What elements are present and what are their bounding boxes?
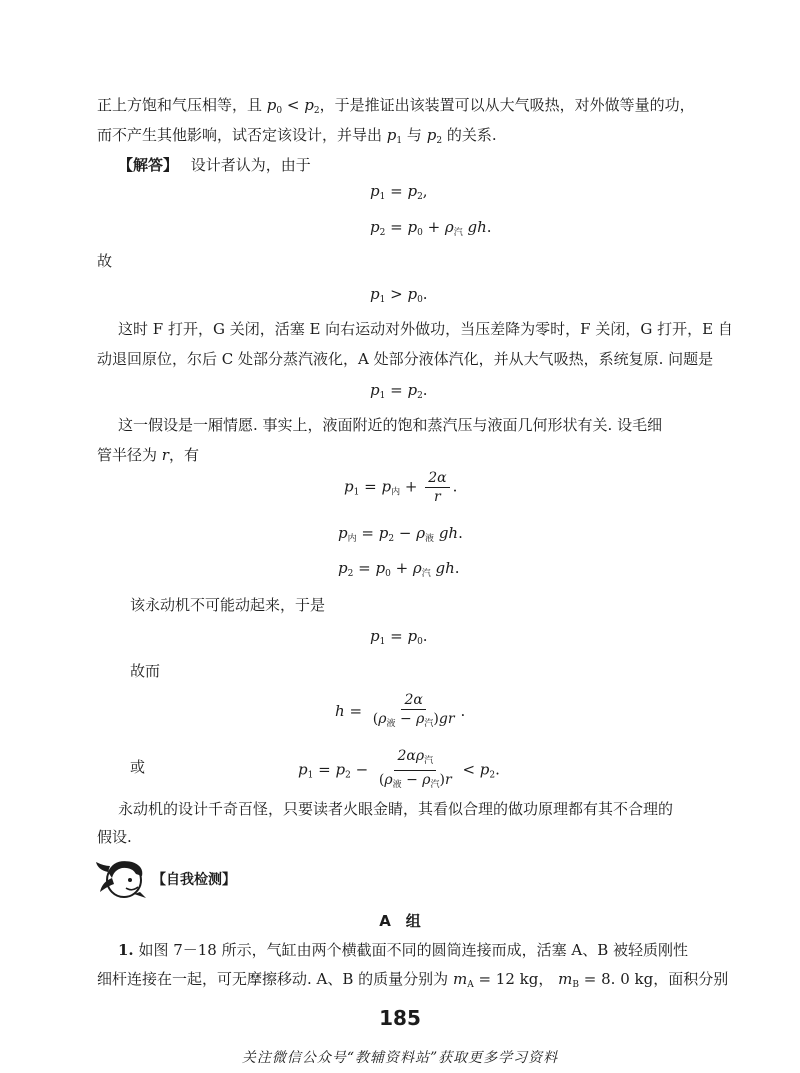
group-heading [0, 910, 800, 931]
text-span: 设计者认为，由于 [190, 156, 311, 174]
sym: 2α [404, 692, 423, 708]
sym-sub: 1 [307, 770, 314, 781]
sym: ρ [412, 559, 422, 577]
sym-sub: 内 [347, 534, 357, 544]
sym-sub: 2 [345, 770, 351, 781]
answer-line [118, 150, 311, 180]
text-span: 与 [406, 126, 422, 144]
equation-5: $p_1 = p_内$ + $\frac{2\alpha}{r}$ . [344, 470, 458, 505]
intro-line-1: 正上方饱和气压相等，且 $p_0 < p_2$，于是推证出该装置可以从大气吸热，对外做等量的功， [97, 96, 695, 116]
sym: r [161, 446, 169, 464]
sym-sub: 2 [347, 569, 354, 579]
sym-sub: 1 [396, 136, 403, 146]
sym: ρ [384, 772, 393, 788]
sym: p [386, 126, 397, 144]
self-check-header [92, 852, 282, 902]
sym: p [370, 285, 380, 303]
sym-sub: 1 [353, 487, 360, 498]
frac-num [425, 470, 449, 488]
text-span: 动退回原位，尔后 C 处部分蒸汽液化，A 处部分液体汽化，并从大气吸热，系统复原. 问题是 [97, 350, 714, 368]
sym: p [407, 627, 418, 645]
sym: p [304, 96, 314, 114]
sym-sub: 汽 [430, 780, 440, 790]
sym: p [407, 381, 418, 399]
frac-num [394, 748, 436, 771]
sym-sub: 0 [276, 106, 283, 116]
sym: p [344, 477, 354, 496]
sym-sub: 0 [417, 295, 423, 305]
text-span: 而不产生其他影响，试否定该设计，并导出 [97, 126, 383, 144]
frac-den: $(\rho_液 - \rho_汽)r$ [378, 772, 452, 790]
sym-sub: 2 [388, 534, 395, 544]
sym-sub: 2 [489, 770, 496, 781]
sym-sub: 液 [425, 534, 435, 544]
sym: h [335, 702, 345, 720]
sym: p [370, 218, 380, 236]
sym-sub: 汽 [421, 569, 431, 579]
sym: p [370, 182, 380, 200]
text-span: 永动机的设计千奇百怪，只要读者火眼金睛，其看似合理的做功原理都有其不合理的 [118, 800, 674, 818]
equation-10: $p_1 = p_2$ − $\frac{2\alpha\rho_汽}{(\rho_液 - \rho_汽)r}$ < $p_2$. [298, 748, 500, 793]
sym-sub: 液 [386, 719, 396, 729]
text-span: 故而 [130, 662, 161, 680]
sym-sub: 1 [379, 391, 386, 401]
equation-6: $p_内 = p_2 - \rho_液$ gh. [338, 524, 463, 544]
answer-label: 【解答】 [118, 156, 179, 174]
sym: p [381, 477, 392, 496]
sym: p [375, 559, 386, 577]
sym: p [338, 559, 348, 577]
sym: m [558, 970, 573, 988]
sym-sub: 0 [417, 228, 423, 238]
sym: ρ [378, 711, 387, 727]
sym: r [444, 772, 452, 788]
sym: gh [438, 524, 459, 542]
sym-sub: 汽 [424, 756, 434, 766]
text-span: 的关系. [446, 126, 497, 144]
sym-sub: 2 [313, 106, 320, 116]
paragraph-6-line-1 [118, 794, 673, 824]
text-span: 故 [97, 252, 113, 270]
footer-note [0, 1047, 800, 1067]
sym: p [335, 760, 346, 779]
sym-sub: 0 [417, 637, 423, 647]
equation-9: h = $\frac{2\alpha}{(\rho_液 - \rho_汽)gr}$ . [335, 692, 465, 732]
equation-1: $p_1 = p_2$, [370, 182, 428, 202]
sym: p [370, 381, 380, 399]
sym: p [407, 218, 418, 236]
text-span: 管半径为 [97, 446, 158, 464]
sym-sub: 2 [417, 391, 423, 401]
page-number-text: 185 [379, 1006, 421, 1030]
guer-line [130, 656, 160, 686]
sym: p [479, 760, 490, 779]
paragraph-6-line-2 [97, 822, 132, 852]
question-number: 1. [118, 941, 134, 959]
sym: ρ [444, 218, 454, 236]
sym-sub: 2 [417, 192, 423, 202]
sym: r [434, 489, 441, 505]
sym-sub: A [467, 980, 474, 990]
sym: p [407, 285, 418, 303]
question-1-line-2 [97, 964, 728, 1000]
text-span: 或 [130, 758, 146, 776]
sym-sub: 1 [379, 637, 386, 647]
text-span: 这一假设是一厢情愿. 事实上，液面附近的饱和蒸汽压与液面几何形状有关. 设毛细 [118, 416, 663, 434]
paragraph-4-line-1 [118, 410, 662, 440]
text-span: 如图 7－18 所示，气缸由两个横截面不同的圆筒连接而成，活塞 A、B 被轻质刚性 [138, 941, 689, 959]
sym-sub: 1 [379, 192, 386, 202]
text-span: 该永动机不可能动起来，于是 [130, 596, 326, 614]
sym: gh [435, 559, 455, 577]
frac-den: $(\rho_液 - \rho_汽)gr$ [372, 711, 455, 729]
sym: p [298, 760, 308, 779]
text-span: 细杆连接在一起，可无摩擦移动. A、B 的质量分别为 [97, 970, 449, 988]
sym-sub: 汽 [453, 228, 463, 238]
group-label: A 组 [379, 912, 421, 930]
text-span: ，于是推证出该装置可以从大气吸热，对外做等量的功， [319, 96, 695, 114]
sym: p [426, 126, 437, 144]
text-span: 正上方饱和气压相等，且 [97, 96, 263, 114]
equation-7: $p_2 = p_0 + \rho_汽$ gh. [338, 559, 460, 579]
sym: m [452, 970, 468, 988]
sym: ρ [415, 748, 425, 764]
sym: p [370, 627, 380, 645]
text-span: 这时 F 打开，G 关闭，活塞 E 向右运动对外做功，当压差降为零时，F 关闭，G 打开，E 自 [118, 320, 733, 338]
text-span: = 8. 0 kg [583, 970, 654, 988]
paragraph-5 [130, 590, 325, 620]
fraction [370, 692, 458, 732]
equation-2: $p_2 = p_0 + \rho_汽$ gh. [370, 218, 492, 238]
sym: p [338, 524, 348, 542]
sym: p [407, 182, 418, 200]
sym: p [266, 96, 277, 114]
frac-num [401, 692, 425, 710]
sym: p [378, 524, 389, 542]
sym-sub: 液 [392, 780, 402, 790]
text-span: ，面积分别 [653, 970, 729, 988]
sym: gr [438, 711, 455, 727]
sym-sub: B [572, 980, 579, 990]
fraction [425, 470, 449, 505]
footer-text: 关注微信公众号“教辅资料站”获取更多学习资料 [241, 1050, 559, 1066]
paragraph-3-line-1 [118, 314, 733, 344]
paragraph-4-line-2 [97, 440, 199, 470]
sym-sub: 汽 [424, 719, 434, 729]
self-check-label: 【自我检测】 [152, 872, 236, 888]
sym: ρ [422, 772, 431, 788]
huo-line [130, 752, 145, 782]
equation-8: $p_1 = p_0$. [370, 627, 428, 647]
fraction [376, 748, 455, 793]
equation-3: $p_1 > p_0$. [370, 285, 428, 305]
question-1-line-1 [118, 935, 688, 965]
sym-sub: 2 [379, 228, 386, 238]
sym: ρ [416, 524, 426, 542]
sym: ρ [416, 711, 425, 727]
frac-den [431, 488, 444, 505]
page-number [0, 1006, 800, 1030]
sym-sub: 内 [391, 487, 401, 498]
sym: gh [467, 218, 487, 236]
sym-sub: 0 [385, 569, 391, 579]
text-span: = 12 kg， [478, 970, 554, 988]
equation-4: $p_1 = p_2$. [370, 381, 428, 401]
paragraph-3-line-2 [97, 344, 713, 374]
text-span: 假设. [97, 828, 132, 846]
sym-sub: 2 [436, 136, 443, 146]
text-span: ，有 [168, 446, 199, 464]
sym: 2α [397, 748, 416, 764]
sym-sub: 1 [379, 295, 386, 305]
sym: 2α [428, 470, 447, 486]
gu-line [97, 246, 112, 276]
